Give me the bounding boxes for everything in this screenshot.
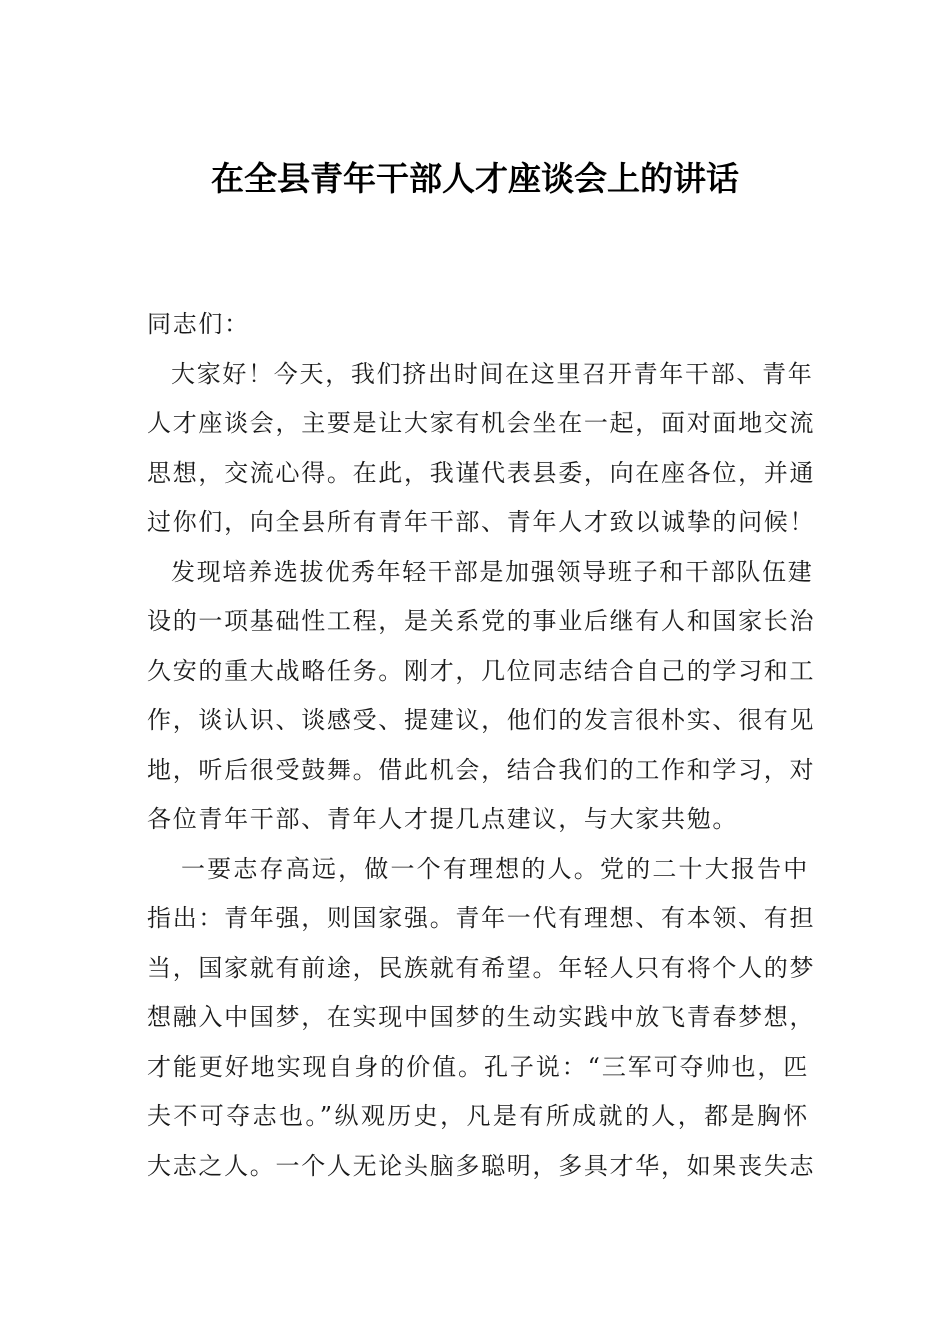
paragraph-line: 久安的重大战略任务。刚才，几位同志结合自己的学习和工 [147, 656, 816, 685]
paragraph-line: 一要志存高远，做一个有理想的人。党的二十大报告中 [181, 854, 809, 883]
paragraph-line: 指出：青年强，则国家强。青年一代有理想、有本领、有担 [147, 904, 816, 932]
paragraph-1 [147, 350, 816, 548]
paragraph-line: 发现培养选拔优秀年轻干部是加强领导班子和干部队伍建 [171, 557, 814, 586]
paragraph-line: 大家好！今天，我们挤出时间在这里召开青年干部、青年 [171, 359, 814, 388]
paragraph-line: 作，谈认识、谈感受、提建议，他们的发言很朴实、很有见 [147, 706, 816, 734]
document-title: 在全县青年干部人才座谈会上的讲话 [211, 159, 739, 198]
paragraph-line: 大志之人。一个人无论头脑多聪明，多具才华，如果丧失志 [147, 1151, 816, 1180]
paragraph-2 [147, 548, 816, 845]
paragraph-line: 想融入中国梦，在实现中国梦的生动实践中放飞青春梦想， [147, 1003, 816, 1031]
paragraph-line: 夫不可夺志也。”纵观历史，凡是有所成就的人，都是胸怀 [147, 1102, 809, 1130]
paragraph-line: 设的一项基础性工程，是关系党的事业后继有人和国家长治 [147, 607, 816, 635]
paragraph-line: 地，听后很受鼓舞。借此机会，结合我们的工作和学习，对 [147, 755, 816, 784]
salutation: 同志们： [147, 310, 250, 338]
paragraph-line: 当，国家就有前途，民族就有希望。年轻人只有将个人的梦 [147, 953, 816, 982]
paragraph-line: 过你们，向全县所有青年干部、青年人才致以诚挚的问候！ [147, 508, 816, 536]
document-body [147, 300, 816, 1191]
paragraph-line: 各位青年干部、青年人才提几点建议，与大家共勉。 [147, 805, 739, 833]
paragraph-line: 人才座谈会，主要是让大家有机会坐在一起，面对面地交流 [147, 409, 816, 437]
paragraph-line: 思想，交流心得。在此，我谨代表县委，向在座各位，并通 [147, 458, 816, 487]
paragraph-3 [147, 845, 816, 1192]
paragraph-line: 才能更好地实现自身的价值。孔子说：“三军可夺帅也，匹 [147, 1052, 809, 1081]
